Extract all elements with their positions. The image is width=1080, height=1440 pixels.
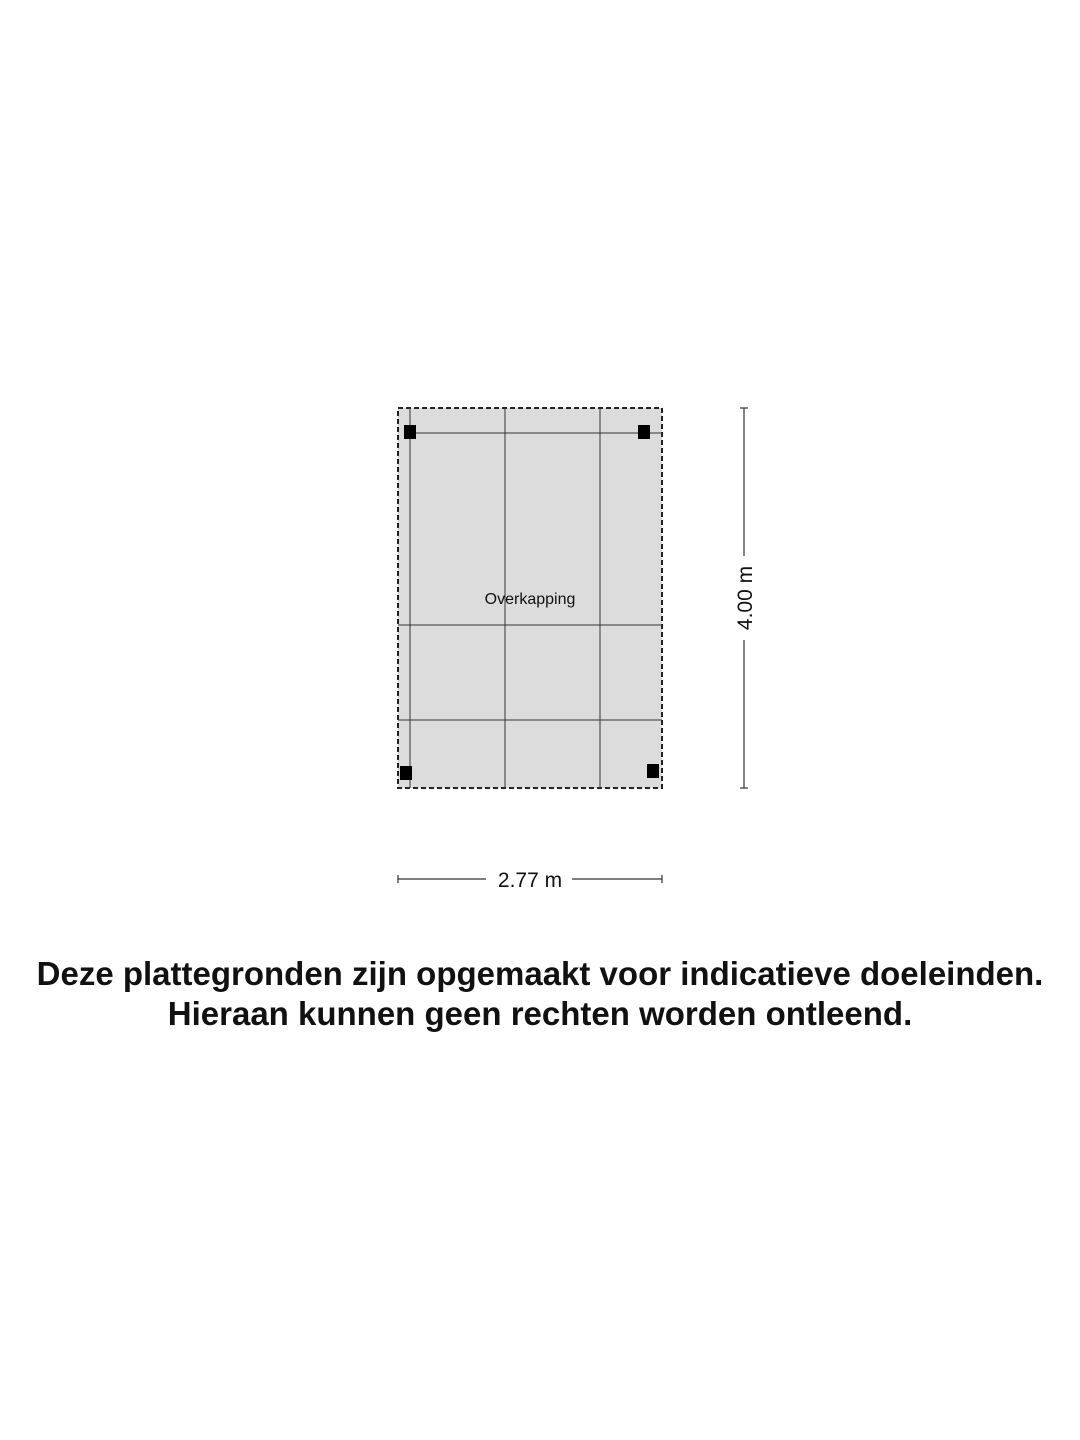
disclaimer-line-2: Hieraan kunnen geen rechten worden ontleend. — [167, 995, 913, 1032]
post — [638, 425, 650, 439]
room-label: Overkapping — [484, 591, 576, 608]
width-dimension-label: 2.77 m — [497, 869, 563, 892]
disclaimer-line-1: Deze plattegronden zijn opgemaakt voor indicatieve doeleinden. — [36, 955, 1044, 992]
post — [404, 425, 416, 439]
post — [400, 766, 412, 780]
post — [647, 764, 659, 778]
height-dimension-label: 4.00 m — [734, 565, 757, 631]
